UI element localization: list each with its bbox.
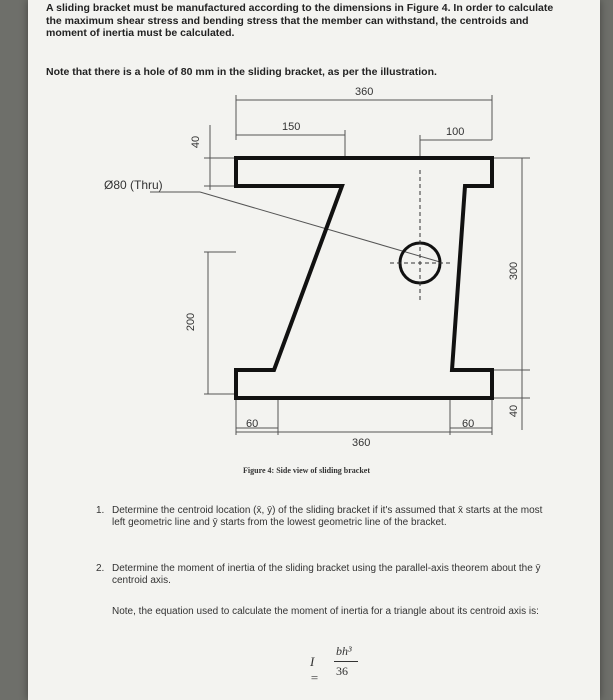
bracket-outline xyxy=(236,158,492,398)
formula-numerator: bh³ xyxy=(336,644,352,658)
question-1-text: Determine the centroid location (x̄, ȳ) of the sliding bracket if it's assumed that x̄ starts at the most left geometric line and ȳ starts from the lowest geometric line of the bracket. xyxy=(112,505,543,528)
dim-right-bottom: 40 xyxy=(508,404,521,418)
formula-lhs: I = xyxy=(310,654,319,685)
dim-top-total: 360 xyxy=(355,86,374,98)
fraction-bar xyxy=(334,661,358,662)
dim-left-mid: 200 xyxy=(185,312,198,332)
question-1-number: 1. xyxy=(96,505,105,516)
hole-label: Ø80 (Thru) xyxy=(104,178,163,192)
triangle-note: Note, the equation used to calculate the moment of inertia for a triangle about its centroid axis is: xyxy=(112,606,539,617)
hole-note: Note that there is a hole of 80 mm in the sliding bracket, as per the illustration. xyxy=(46,66,437,78)
question-2-number: 2. xyxy=(96,563,105,574)
formula-denominator: 36 xyxy=(336,664,348,678)
dim-left-top: 40 xyxy=(190,135,203,149)
question-1 xyxy=(96,505,552,528)
figure-caption: Figure 4: Side view of sliding bracket xyxy=(243,466,370,475)
intro-paragraph: A sliding bracket must be manufactured according to the dimensions in Figure 4. In order to calculate the maximum shear stress and bending stress that the member can withstand, the centroids and moment of inertia must be calculated. xyxy=(46,2,554,39)
question-2 xyxy=(96,563,552,586)
question-2-text: Determine the moment of inertia of the sliding bracket using the parallel-axis theorem about the ȳ centroid axis. xyxy=(112,563,541,586)
dim-right-height: 300 xyxy=(508,261,521,281)
dim-bottom-left: 60 xyxy=(246,418,259,430)
dim-bottom-total: 360 xyxy=(352,437,371,449)
dim-bottom-right: 60 xyxy=(462,418,475,430)
dim-top-right: 100 xyxy=(446,126,465,138)
dim-top-left: 150 xyxy=(282,121,301,133)
